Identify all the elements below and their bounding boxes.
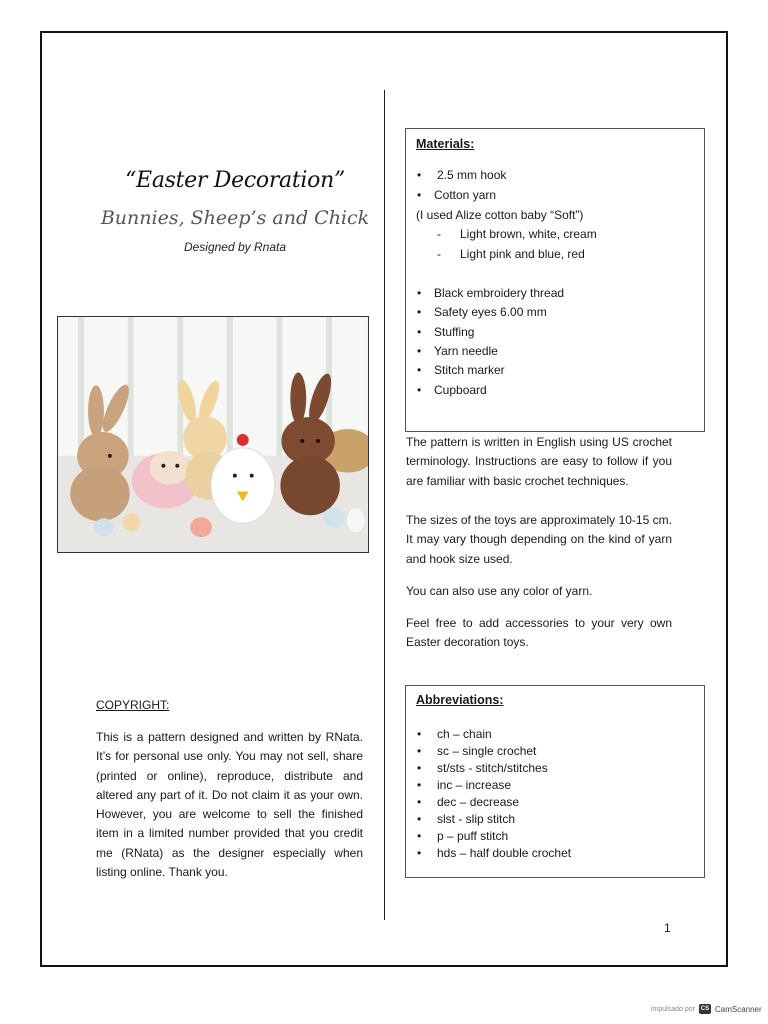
bullet-icon: • [417, 344, 422, 358]
materials-subitem: Light brown, white, cream [460, 227, 597, 241]
materials-item: Stuffing [434, 325, 475, 339]
size-paragraph: The sizes of the toys are approximately 10-15 cm. It may vary though depending on the kind of yarn and hook size used. [406, 513, 672, 566]
column-divider [384, 90, 385, 920]
accessories-paragraph: Feel free to add accessories to your very own Easter decoration toys. [406, 616, 672, 650]
abbreviation-item: sc – single crochet [437, 744, 537, 758]
abbreviation-item: p – puff stitch [437, 829, 509, 843]
abbreviation-item: slst - slip stitch [437, 812, 516, 826]
footer-brand: CamScanner [714, 1004, 762, 1014]
bullet-icon: • [417, 168, 422, 182]
color-paragraph: You can also use any color of yarn. [406, 584, 593, 598]
materials-item: Stitch marker [434, 363, 505, 377]
dash-icon: - [437, 227, 441, 241]
document-subtitle: Bunnies, Sheep’s and Chick [100, 207, 370, 229]
footer-prefix: impulsado por [651, 1005, 695, 1013]
intro-paragraph: The pattern is written in English using US crochet terminology. Instructions are easy to follow if you are familiar with basic crochet techniques. [406, 435, 672, 488]
abbreviation-item: dec – decrease [437, 795, 520, 809]
dash-icon: - [437, 247, 441, 261]
page-number: 1 [664, 921, 671, 935]
abbreviations-box [405, 685, 705, 878]
abbreviations-heading: Abbreviations: [416, 693, 504, 707]
materials-item: Safety eyes 6.00 mm [434, 305, 547, 319]
bullet-icon: • [417, 744, 422, 758]
bullet-icon: • [417, 727, 422, 741]
materials-subitem: Light pink and blue, red [460, 247, 585, 261]
camscanner-logo-icon: CS [700, 1006, 710, 1012]
abbreviation-item: inc – increase [437, 778, 512, 792]
abbreviation-item: hds – half double crochet [437, 846, 572, 860]
abbreviation-item: st/sts - stitch/stitches [437, 761, 548, 775]
materials-item: Black embroidery thread [434, 286, 565, 300]
bullet-icon: • [417, 383, 422, 397]
amigurumi-photo-icon [58, 317, 368, 552]
copyright-heading: COPYRIGHT: [96, 698, 170, 712]
document-title: “Easter Decoration” [125, 168, 345, 193]
amigurumi-photo [57, 316, 369, 553]
scanner-footer [651, 1004, 762, 1014]
copyright-text: This is a pattern designed and written by RNata. It’s for personal use only. You may not sell, share (printed or online), reproduce, distribute and altered any part of it. Do not claim it as your own. However, you are welcome to sell the finished item in a limited number provided that you credit me (RNata) as the designer especially when listing online. Thank you. [96, 730, 363, 880]
abbreviation-item: ch – chain [437, 727, 492, 741]
bullet-icon: • [417, 325, 422, 339]
bullet-icon: • [417, 363, 422, 377]
bullet-icon: • [417, 846, 422, 860]
bullet-icon: • [417, 286, 422, 300]
materials-item: Cupboard [434, 383, 487, 397]
bullet-icon: • [417, 778, 422, 792]
materials-item: 2.5 mm hook [437, 168, 507, 182]
materials-note: (I used Alize cotton baby “Soft”) [416, 208, 584, 222]
bullet-icon: • [417, 829, 422, 843]
bullet-icon: • [417, 761, 422, 775]
materials-box [405, 128, 705, 432]
bullet-icon: • [417, 795, 422, 809]
bullet-icon: • [417, 188, 422, 202]
designer-credit: Designed by Rnata [183, 240, 287, 254]
bullet-icon: • [417, 305, 422, 319]
bullet-icon: • [417, 812, 422, 826]
materials-item: Cotton yarn [434, 188, 497, 202]
materials-heading: Materials: [416, 137, 475, 151]
materials-item: Yarn needle [434, 344, 498, 358]
